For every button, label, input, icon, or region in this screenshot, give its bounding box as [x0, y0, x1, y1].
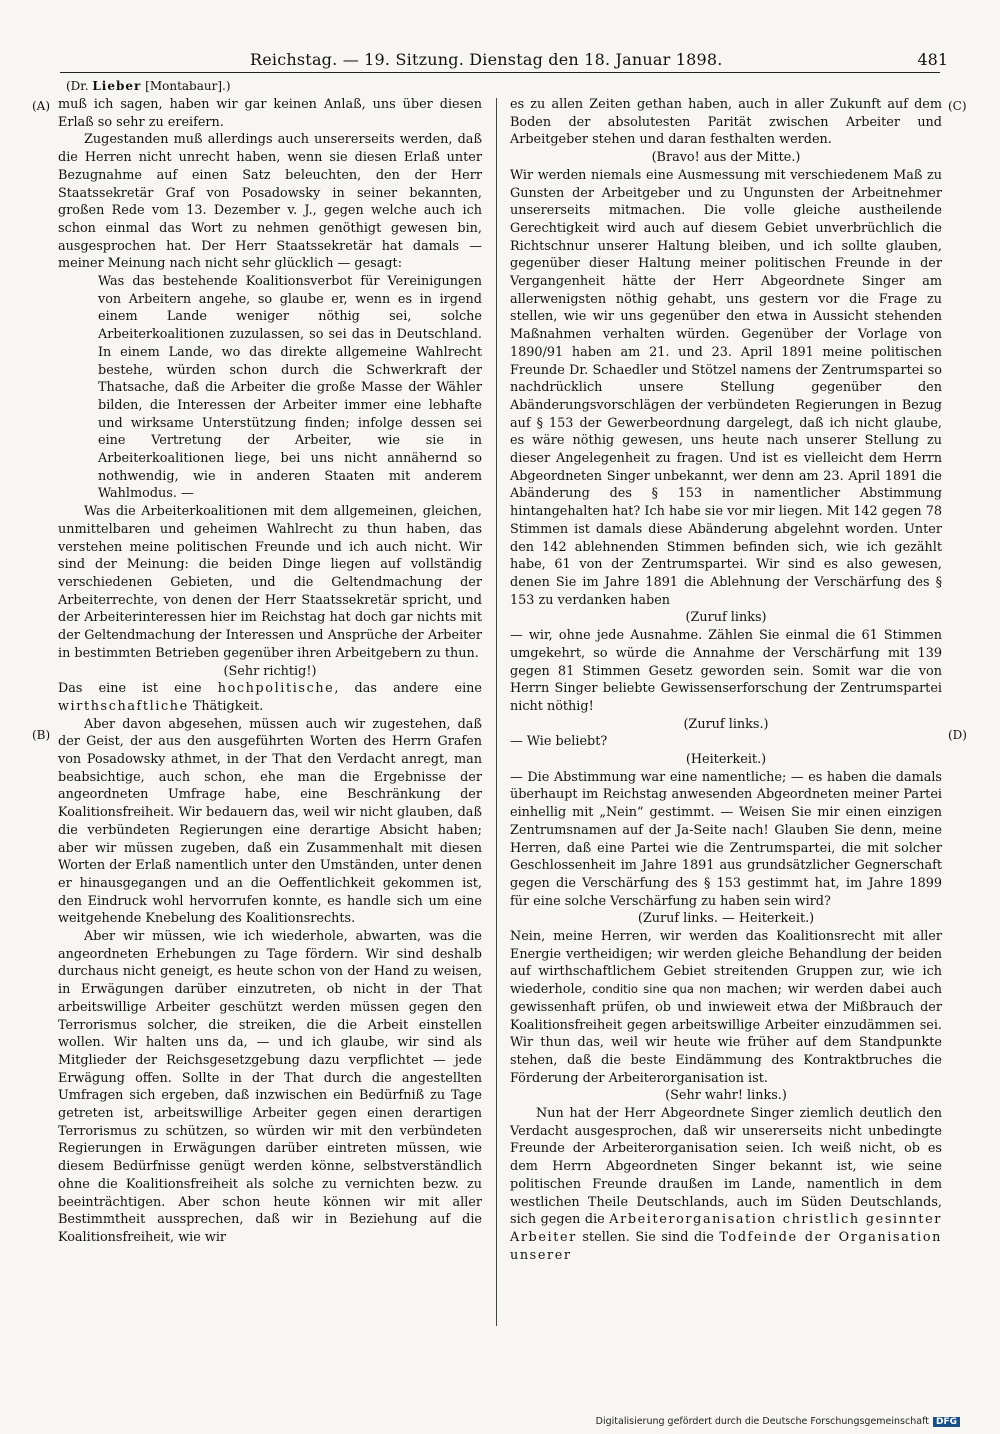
emphasis-run: wirthschaftliche: [58, 698, 189, 714]
paragraph: Zugestanden muß allerdings auch unsererseits werden, daß die Herren nicht unrecht haben, wenn sie diesen Erlaß unter Bezugnahme auf einen Satz beleuchten, den der Herr Staatssekretär Graf von Posadowsky in seiner bekannten, großen Rede vom 13. Dezember v. J., gegen welche auch ich schon einmal das Wort zu nehmen genöthigt gewesen bin, ausgesprochen hat. Der Herr Staatssekretär hat damals — meiner Meinung nach nicht sehr glücklich — gesagt:: [58, 132, 482, 272]
header-rule: [60, 72, 940, 73]
emphasis-run: Arbeiterorganisation christlich gesinnter Arbeiter: [510, 1212, 942, 1245]
interjection: (Sehr wahr! links.): [665, 1088, 787, 1104]
column-divider: [496, 98, 497, 1326]
paragraph: — Wie beliebt?: [510, 734, 608, 750]
page-header: [60, 48, 948, 76]
speaker-line: [66, 79, 231, 93]
margin-marker-d: (D): [948, 728, 967, 742]
page-number: 481: [917, 50, 948, 69]
emphasis-run: Todfeinde der Organisation unserer: [510, 1230, 942, 1263]
interjection: (Sehr richtig!): [223, 663, 317, 679]
text-run: , das andere eine: [334, 681, 483, 697]
paragraph: muß ich sagen, haben wir gar keinen Anlaß, uns über diesen Erlaß so sehr zu ereifern.: [58, 97, 482, 130]
paragraph: [510, 928, 942, 1087]
text-run: Das eine ist eine: [58, 681, 218, 697]
paragraph: Aber davon abgesehen, müssen auch wir zugestehen, daß der Geist, der aus den ausgeführten Worten des Herrn Grafen von Posadowsky athmet, in der That den Verdacht anregt, man beabsichtige, auch schon, ehe man die Ergebnisse der angeordneten Umfrage habe, eine Beschränkung der Koalitionsfreiheit. Wir bedauern das, weil wir nicht glauben, daß die verbündeten Regierungen eine derartige Absicht haben; aber wir müssen zugeben, daß ein Zusammenhalt mit diesen Worten der Erlaß namentlich unter den Umständen, unter denen er hinausgegangen und an die Oeffentlichkeit gekommen ist, den Eindruck wohl hervorrufen konnte, es handle sich um eine weitgehende Knebelung des Koalitionsrechts.: [58, 716, 482, 927]
text-run: Nun hat der Herr Abgeordnete Singer ziemlich deutlich den Verdacht ausgesprochen, daß wir unsererseits nicht unbedingte Freunde der Arbeiterorganisation seien. Ich weiß nicht, ob es dem Herrn Abgeordneten Singer bekannt ist, wie seine politischen Freunde draußen im Lande, namentlich in dem westlichen Theile Deutschlands, auch im Süden Deutschlands, sich gegen die: [510, 1106, 942, 1228]
latin-phrase: conditio sine qua non: [592, 982, 721, 997]
speaker-prefix: (Dr.: [66, 79, 93, 93]
text-run: stellen. Sie sind die: [576, 1230, 720, 1245]
digitization-credit: [596, 1416, 960, 1427]
paragraph: — wir, ohne jede Ausnahme. Zählen Sie einmal die 61 Stimmen umgekehrt, so würde die Annahme der Verschärfung mit 139 gegen 81 Stimmen Gesetz geworden sein. Somit war die von Herrn Singer beliebte Gewissenserforschung der Zentrumspartei nicht nöthig!: [510, 628, 942, 714]
dfg-logo: DFG: [933, 1417, 960, 1427]
paragraph: Was die Arbeiterkoalitionen mit dem allgemeinen, gleichen, unmittelbaren und geheimen Wahlrecht zu thun haben, das verstehen meine politischen Freunde und ich auch nicht. Wir sind der Meinung: die beiden Dinge liegen auf vollständig verschiedenen Gebieten, und die Geltendmachung der Arbeiterrechte, von denen der Herr Staatssekretär spricht, und der Arbeiterinteressen hier im Reichstag hat doch gar nichts mit der Geltendmachung der Interessen und Ansprüche der Arbeiter in bestimmten Betrieben gegenüber ihren Arbeitgebern zu thun.: [58, 504, 482, 661]
paragraph: Wir werden niemals eine Ausmessung mit verschiedenem Maß zu Gunsten der Arbeitgeber und zu Ungunsten der Arbeitnehmer unsererseits mitmachen. Die volle gleiche austheilende Gerechtigkeit wird auch auf diesem Gebiet unverbrüchlich die Richtschnur unserer Haltung bleiben, und ich sollte glauben, gegenüber dieser Haltung meiner politischen Freunde in der Vergangenheit hätte der Herr Abgeordnete Singer am allerwenigsten nöthig gehabt, uns gestern vor die Frage zu stellen, wie wir uns gegenüber den etwa in Aussicht stehenden Maßnahmen verhalten würden. Gegenüber der Vorlage von 1890/91 haben am 21. und 23. April 1891 meine politischen Freunde Dr. Schaedler und Stötzel namens der Zentrumspartei so nachdrücklich unsere Stellung gegenüber den Abänderungsvorschlägen der verbündeten Regierungen in Bezug auf § 153 der Gewerbeordnung dargelegt, daß ich nicht glaube, es wäre nöthig gewesen, uns heute nach unserer Stellung zu dieser Angelegenheit zu fragen. Und ist es vielleicht dem Herrn Abgeordneten Singer unbekannt, wer denn am 23. April 1891 die Abänderung des § 153 in namentlicher Abstimmung hintangehalten hat? Ich habe sie vor mir liegen. Mit 142 gegen 78 Stimmen ist damals diese Abänderung abgelehnt worden. Unter den 142 ablehnenden Stimmen befinden sich, wie ich gezählt habe, 61 von der Zentrumspartei. Wir sind es also gewesen, denen Sie im Jahre 1891 die Ablehnung der Verschärfung des § 153 zu verdanken haben: [510, 167, 942, 608]
interjection: (Zuruf links.): [683, 716, 769, 732]
paragraph: Aber wir müssen, wie ich wiederhole, abwarten, was die angeordneten Erhebungen zu Tage fördern. Wir sind deshalb durchaus nicht geneigt, es heute schon von der Hand zu weisen, in Erwägungen darüber einzutreten, ob nicht in der That arbeitswillige Arbeiter geschützt werden müssen gegen den Terrorismus solcher, die streiken, die die Arbeit einstellen wollen. Wir halten uns da, — und ich glaube, wir sind als Mitglieder der Reichsgesetzgebung dazu verpflichtet — jede Erwägung offen. Sollte in der That durch die angestellten Umfragen sich ergeben, daß inzwischen ein Bedürfniß zu Tage getreten ist, arbeitswillige Arbeiter gegen einen derartigen Terrorismus zu schützen, so würden wir mit den verbündeten Regierungen in Erwägungen darüber eintreten müssen, wie diesem Bedürfnisse genügt werden könne, selbstverständlich ohne die Koalitionsfreiheit als solche zu vernichten bezw. zu beeinträchtigen. Aber schon heute können wir mit aller Bestimmtheit aussprechen, daß wir in Beziehung auf die Koalitionsfreiheit, wie wir: [58, 929, 482, 1245]
interjection: (Zuruf links): [685, 610, 767, 626]
block-quote: Was das bestehende Koalitionsverbot für Vereinigungen von Arbeitern angehe, so glaube er, wenn es in irgend einem Lande weniger nöthig sei, solche Arbeiterkoalitionen zuzulassen, so sei das in Deutschland. In einem Lande, wo das direkte allgemeine Wahlrecht bestehe, würden schon durch die Schwerkraft der Thatsache, daß die Arbeiter die große Masse der Wähler bilden, die Interessen der Arbeiter immer eine lebhafte und wirksame Unterstützung finden; infolge dessen sei eine Vertretung der Arbeiter, wie sie in Arbeiterkoalitionen liege, bei uns nicht annähernd so nothwendig, wie in anderen Staaten mit anderem Wahlmodus. —: [98, 274, 482, 502]
credit-text: Digitalisierung gefördert durch die Deutsche Forschungsgemeinschaft: [595, 1416, 929, 1427]
text-run: Thätigkeit.: [188, 698, 264, 714]
speaker-suffix: [Montabaur].): [141, 79, 231, 93]
running-head: Reichstag. — 19. Sitzung. Dienstag den 18. Januar 1898.: [250, 50, 723, 69]
text-run: machen; wir werden dabei auch gewissenhaft prüfen, ob und inwieweit etwa der Mißbrauch der Koalitionsfreiheit gegen arbeitswillige Arbeiter einzudämmen sei. Wir thun das, weil wir heute wie früher auf dem Standpunkte stehen, daß die beste Eindämmung des Kontraktbruches die Förderung der Arbeiterorganisation ist.: [510, 982, 942, 1086]
margin-marker-b: (B): [32, 728, 51, 742]
interjection: (Heiterkeit.): [685, 752, 767, 768]
margin-marker-a: (A): [32, 99, 51, 113]
right-column: [510, 96, 942, 1264]
emphasis-run: hochpolitische: [217, 681, 335, 697]
paragraph: es zu allen Zeiten gethan haben, auch in aller Zukunft auf dem Boden der absolutesten Parität zwischen Arbeiter und Arbeitgeber stehen und daran festhalten werden.: [510, 97, 942, 148]
left-column: [58, 96, 482, 1247]
speaker-name: Lieber: [92, 79, 142, 93]
paragraph: [510, 1105, 942, 1264]
paragraph: [58, 680, 482, 715]
paragraph: — Die Abstimmung war eine namentliche; — es haben die damals überhaupt im Reichstag anwesenden Abgeordneten meiner Partei einhellig mit „Nein“ gestimmt. — Weisen Sie mir einen einzigen Zentrumsnamen auf der Ja-Seite nach! Glauben Sie denn, meine Herren, daß eine Partei wie die Zentrumspartei, die mit solcher Geschlossenheit im Jahre 1891 aus grundsätzlicher Gegnerschaft gegen die Verschärfung des § 153 gestimmt hat, im Jahre 1899 für eine solche Verschärfung zu haben sein wird?: [510, 769, 942, 909]
text-run: Nein, meine Herren, wir werden das Koalitionsrecht mit aller Energie vertheidigen; wir werden gleiche Behandlung der beiden auf wirthschaftlichem Gebiet streitenden Gruppen zur, wie ich wiederhole,: [510, 929, 942, 998]
interjection: (Bravo! aus der Mitte.): [651, 150, 801, 166]
interjection: (Zuruf links. — Heiterkeit.): [637, 911, 815, 927]
margin-marker-c: (C): [948, 99, 967, 113]
